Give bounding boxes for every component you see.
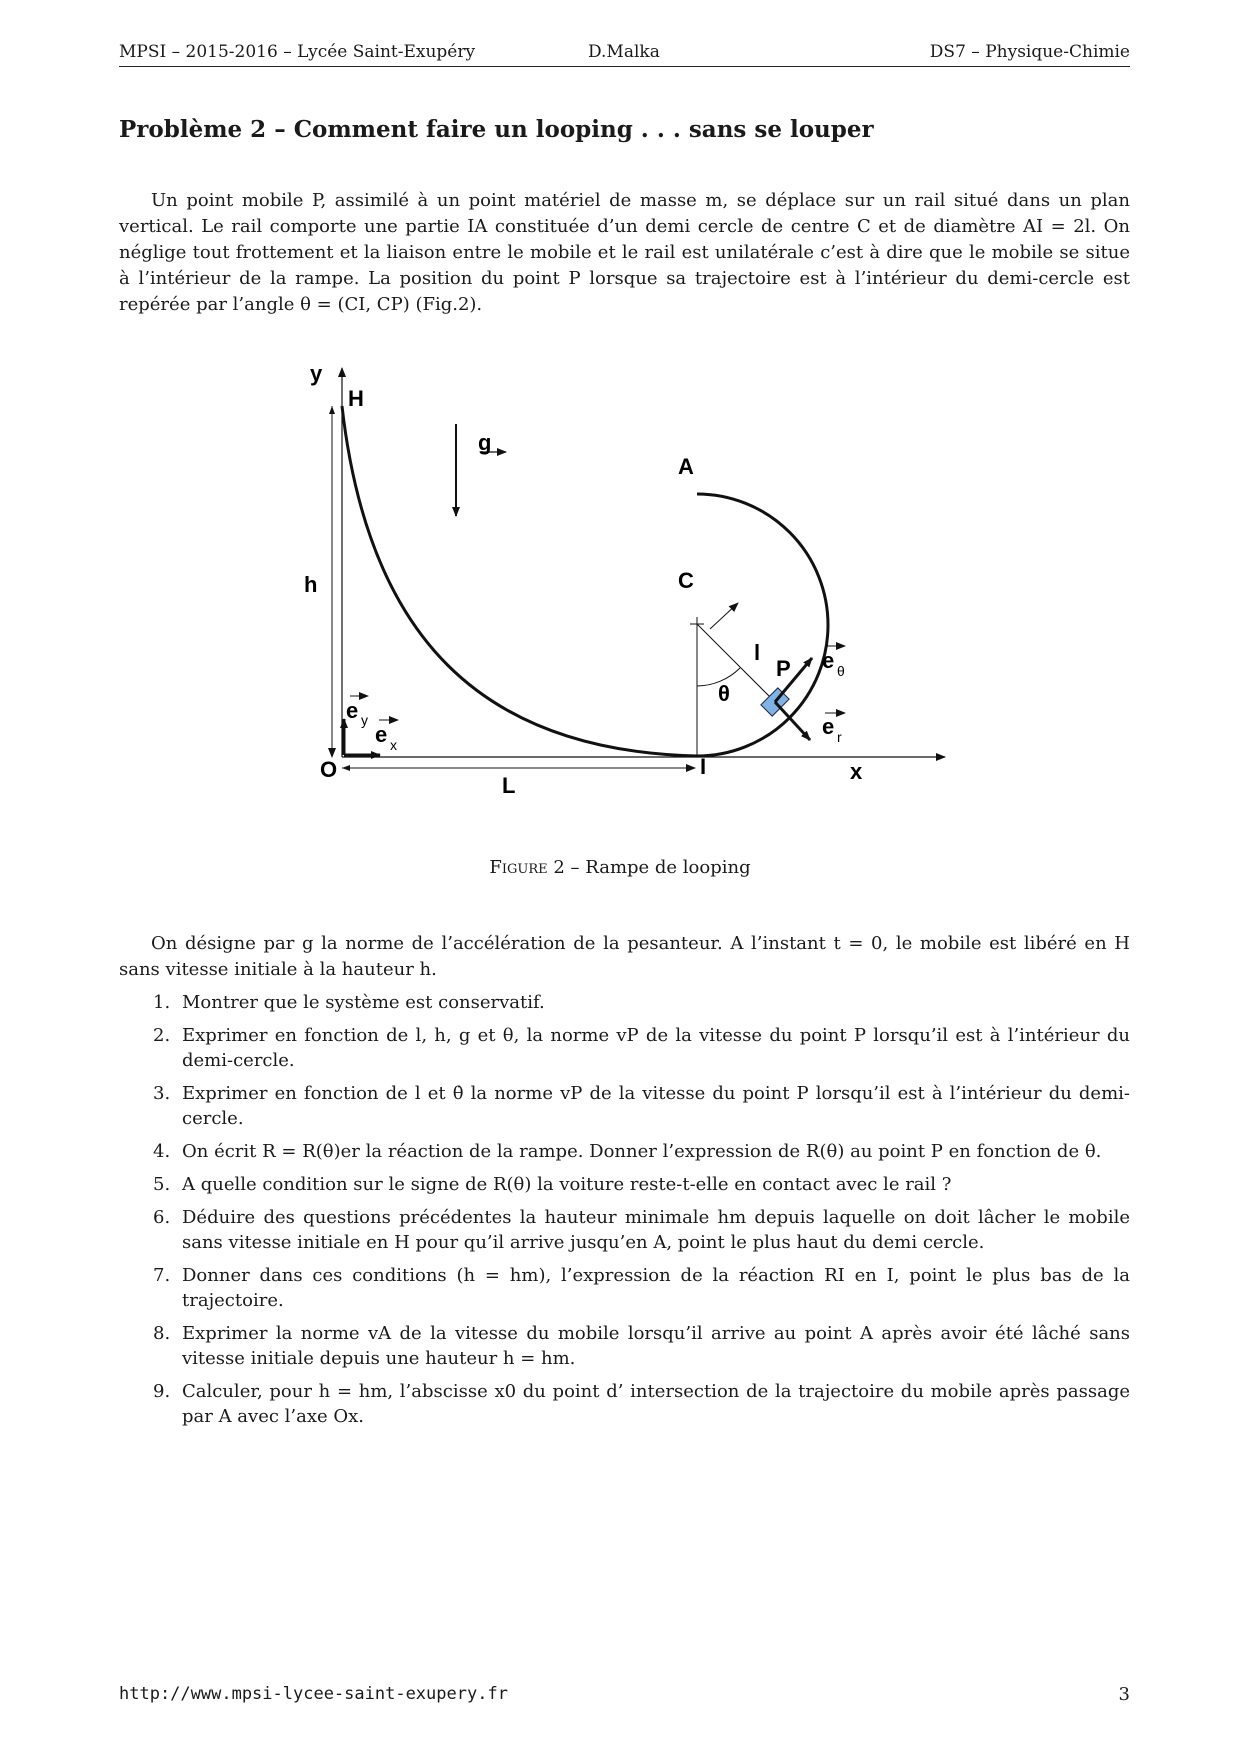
question-number: 9. xyxy=(153,1381,171,1402)
label-l: l xyxy=(754,640,761,665)
label-e-theta-sub: θ xyxy=(837,663,845,679)
question-text: Exprimer en fonction de l, h, g et θ, la norme vP de la vitesse du point P lorsqu’il est à l’intérieur du demi-cercle. xyxy=(182,1025,1130,1071)
question-text: Calculer, pour h = hm, l’abscisse x0 du point d’ intersection de la trajectoire du mobile après passage par A avec l’axe Ox. xyxy=(182,1381,1130,1427)
radius-CP xyxy=(697,624,775,702)
question-text: Déduire des questions précédentes la hauteur minimale hm depuis laquelle on doit lâcher le mobile sans vitesse initiale en H pour qu’il arrive jusqu’en A, point le plus haut du demi cercle. xyxy=(182,1207,1130,1253)
question-text: Montrer que le système est conservatif. xyxy=(182,992,545,1013)
label-H: H xyxy=(348,386,364,411)
header-left: MPSI – 2015-2016 – Lycée Saint-Exupéry xyxy=(119,42,476,62)
rail-half-circle xyxy=(697,494,828,756)
caption-label: Figure 2 xyxy=(489,857,565,878)
question-text: Donner dans ces conditions (h = hm), l’expression de la réaction RI en I, point le plus bas de la trajectoire. xyxy=(182,1265,1130,1311)
problem-title: Problème 2 – Comment faire un looping . . . sans se louper xyxy=(119,116,874,143)
label-e-x-sub: x xyxy=(390,737,397,753)
page-header xyxy=(119,40,1130,67)
header-center: D.Malka xyxy=(588,42,660,62)
question-text: Exprimer la norme vA de la vitesse du mobile lorsqu’il arrive au point A après avoir été lâché sans vitesse initiale depuis une hauteur h = hm. xyxy=(182,1323,1130,1369)
question-number: 6. xyxy=(153,1207,171,1228)
label-h: h xyxy=(304,572,318,597)
list-item xyxy=(119,1321,1130,1371)
label-e-x: e xyxy=(375,722,388,747)
statement-paragraph: On désigne par g la norme de l’accélération de la pesanteur. A l’instant t = 0, le mobile est libéré en H sans vitesse initiale à la hauteur h. xyxy=(119,933,1130,980)
label-x: x xyxy=(850,759,863,784)
label-theta: θ xyxy=(718,681,730,706)
question-list xyxy=(119,990,1130,1437)
question-number: 4. xyxy=(153,1141,171,1162)
question-number: 1. xyxy=(153,992,171,1013)
looping-figure xyxy=(280,356,980,796)
label-C: C xyxy=(678,568,694,593)
label-e-y-sub: y xyxy=(361,712,368,728)
caption-text: – Rampe de looping xyxy=(564,857,751,878)
intro-paragraph: Un point mobile P, assimilé à un point matériel de masse m, se déplace sur un rail situé dans un plan vertical. Le rail comporte une partie IA constituée d’un demi cercle de centre C et de diamètre AI = 2l. On néglige tout frottement et la liaison entre le mobile et le rail est unilatérale c’est à dire que le mobile se situe à l’intérieur de la rampe. La position du point P lorsque sa trajectoire est à l’intérieur du demi-cercle est repérée par l’angle θ = (CI, CP) (Fig.2). xyxy=(119,190,1130,315)
rail-ramp xyxy=(342,406,697,756)
list-item xyxy=(119,1263,1130,1313)
label-O: O xyxy=(320,757,338,782)
footer-url[interactable]: http://www.mpsi-lycee-saint-exupery.fr xyxy=(119,1684,508,1704)
label-e-y: e xyxy=(346,698,359,723)
question-number: 3. xyxy=(153,1083,171,1104)
question-number: 7. xyxy=(153,1265,171,1286)
label-e-r-sub: r xyxy=(837,729,842,745)
label-P: P xyxy=(776,656,791,681)
e-r-arrow xyxy=(775,702,810,740)
label-y: y xyxy=(310,361,323,386)
list-item xyxy=(119,1139,1130,1164)
label-I: I xyxy=(700,754,707,779)
header-right: DS7 – Physique-Chimie xyxy=(929,42,1130,62)
question-number: 8. xyxy=(153,1323,171,1344)
label-A: A xyxy=(678,454,694,479)
question-number: 2. xyxy=(153,1025,171,1046)
label-e-theta: e xyxy=(822,648,835,673)
label-e-r: e xyxy=(822,714,835,739)
question-text: A quelle condition sur le signe de R(θ) la voiture reste-t-elle en contact avec le rail ? xyxy=(182,1174,952,1195)
question-text: On écrit R = R(θ)er la réaction de la rampe. Donner l’expression de R(θ) au point P en fonction de θ. xyxy=(182,1141,1102,1162)
list-item xyxy=(119,1379,1130,1429)
page-number: 3 xyxy=(1118,1684,1130,1705)
l-arrow xyxy=(710,603,738,629)
figure-caption xyxy=(0,857,1240,878)
list-item xyxy=(119,1172,1130,1197)
list-item xyxy=(119,990,1130,1015)
list-item xyxy=(119,1081,1130,1131)
question-number: 5. xyxy=(153,1174,171,1195)
question-text: Exprimer en fonction de l et θ̇ la norme vP de la vitesse du point P lorsqu’il est à l’intérieur du demi-cercle. xyxy=(182,1083,1130,1129)
label-L: L xyxy=(502,773,516,796)
label-g: g xyxy=(478,430,492,455)
list-item xyxy=(119,1205,1130,1255)
list-item xyxy=(119,1023,1130,1073)
